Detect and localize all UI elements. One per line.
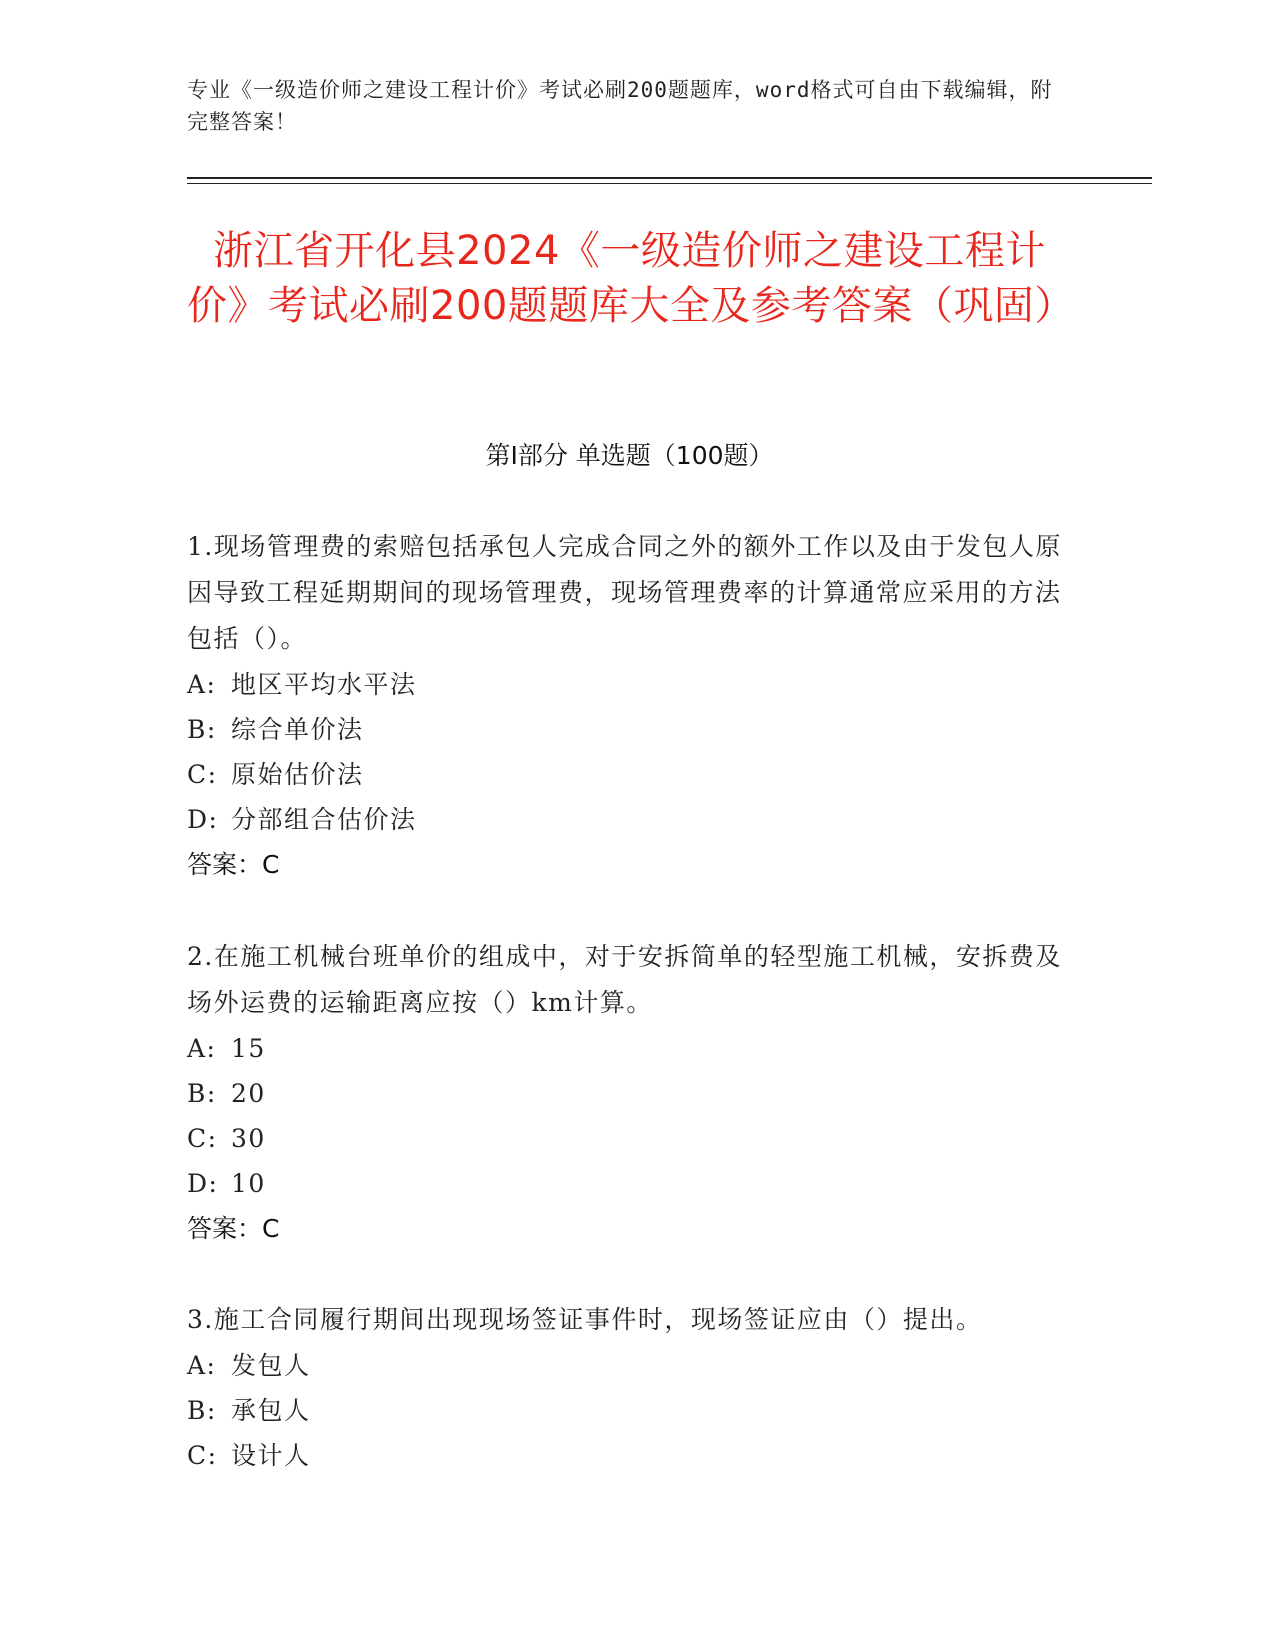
header-rule-thin <box>187 183 1152 184</box>
option-key: A: <box>187 1351 217 1380</box>
option-d <box>187 797 1072 842</box>
answer-line: 答案：C <box>187 1214 280 1243</box>
option-text: 发包人 <box>231 1351 311 1380</box>
header-rule-thick <box>187 177 1152 179</box>
option-text: 15 <box>231 1034 266 1063</box>
option-text: 设计人 <box>231 1441 311 1470</box>
option-a <box>187 1343 1072 1388</box>
option-b <box>187 1071 1072 1116</box>
option-key: A: <box>187 670 217 699</box>
question-1 <box>187 524 1072 887</box>
option-key: C: <box>187 760 218 789</box>
option-key: D: <box>187 805 219 834</box>
option-key: B: <box>187 715 217 744</box>
option-c <box>187 1433 1072 1478</box>
question-2 <box>187 934 1072 1251</box>
option-key: B: <box>187 1396 217 1425</box>
option-text: 20 <box>231 1079 266 1108</box>
option-key: B: <box>187 1079 217 1108</box>
option-text: 承包人 <box>231 1396 311 1425</box>
option-key: A: <box>187 1034 217 1063</box>
question-stem: 2.在施工机械台班单价的组成中，对于安拆简单的轻型施工机械，安拆费及场外运费的运输距离应按（）km计算。 <box>187 942 1062 1017</box>
header-note: 专业《一级造价师之建设工程计价》考试必刷200题题库，word格式可自由下载编辑，附完整答案！ <box>187 78 1053 134</box>
answer-line: 答案：C <box>187 850 280 879</box>
option-text: 综合单价法 <box>231 715 364 744</box>
option-a <box>187 1026 1072 1071</box>
question-stem: 1.现场管理费的索赔包括承包人完成合同之外的额外工作以及由于发包人原因导致工程延期期间的现场管理费，现场管理费率的计算通常应采用的方法包括（）。 <box>187 532 1062 653</box>
option-a <box>187 662 1072 707</box>
option-c <box>187 752 1072 797</box>
option-text: 30 <box>231 1124 266 1153</box>
question-3 <box>187 1297 1072 1478</box>
question-stem: 3.施工合同履行期间出现现场签证事件时，现场签证应由（）提出。 <box>187 1305 983 1334</box>
option-c <box>187 1116 1072 1161</box>
option-text: 地区平均水平法 <box>231 670 417 699</box>
option-d <box>187 1161 1072 1206</box>
section-title: 第I部分 单选题（100题） <box>485 441 774 470</box>
option-text: 分部组合估价法 <box>231 805 417 834</box>
option-text: 10 <box>231 1169 266 1198</box>
option-key: C: <box>187 1441 218 1470</box>
option-b <box>187 1388 1072 1433</box>
document-title: 浙江省开化县2024《一级造价师之建设工程计价》考试必刷200题题库大全及参考答案（巩固） <box>187 228 1075 329</box>
option-key: D: <box>187 1169 219 1198</box>
option-key: C: <box>187 1124 218 1153</box>
option-text: 原始估价法 <box>231 760 364 789</box>
option-b <box>187 707 1072 752</box>
